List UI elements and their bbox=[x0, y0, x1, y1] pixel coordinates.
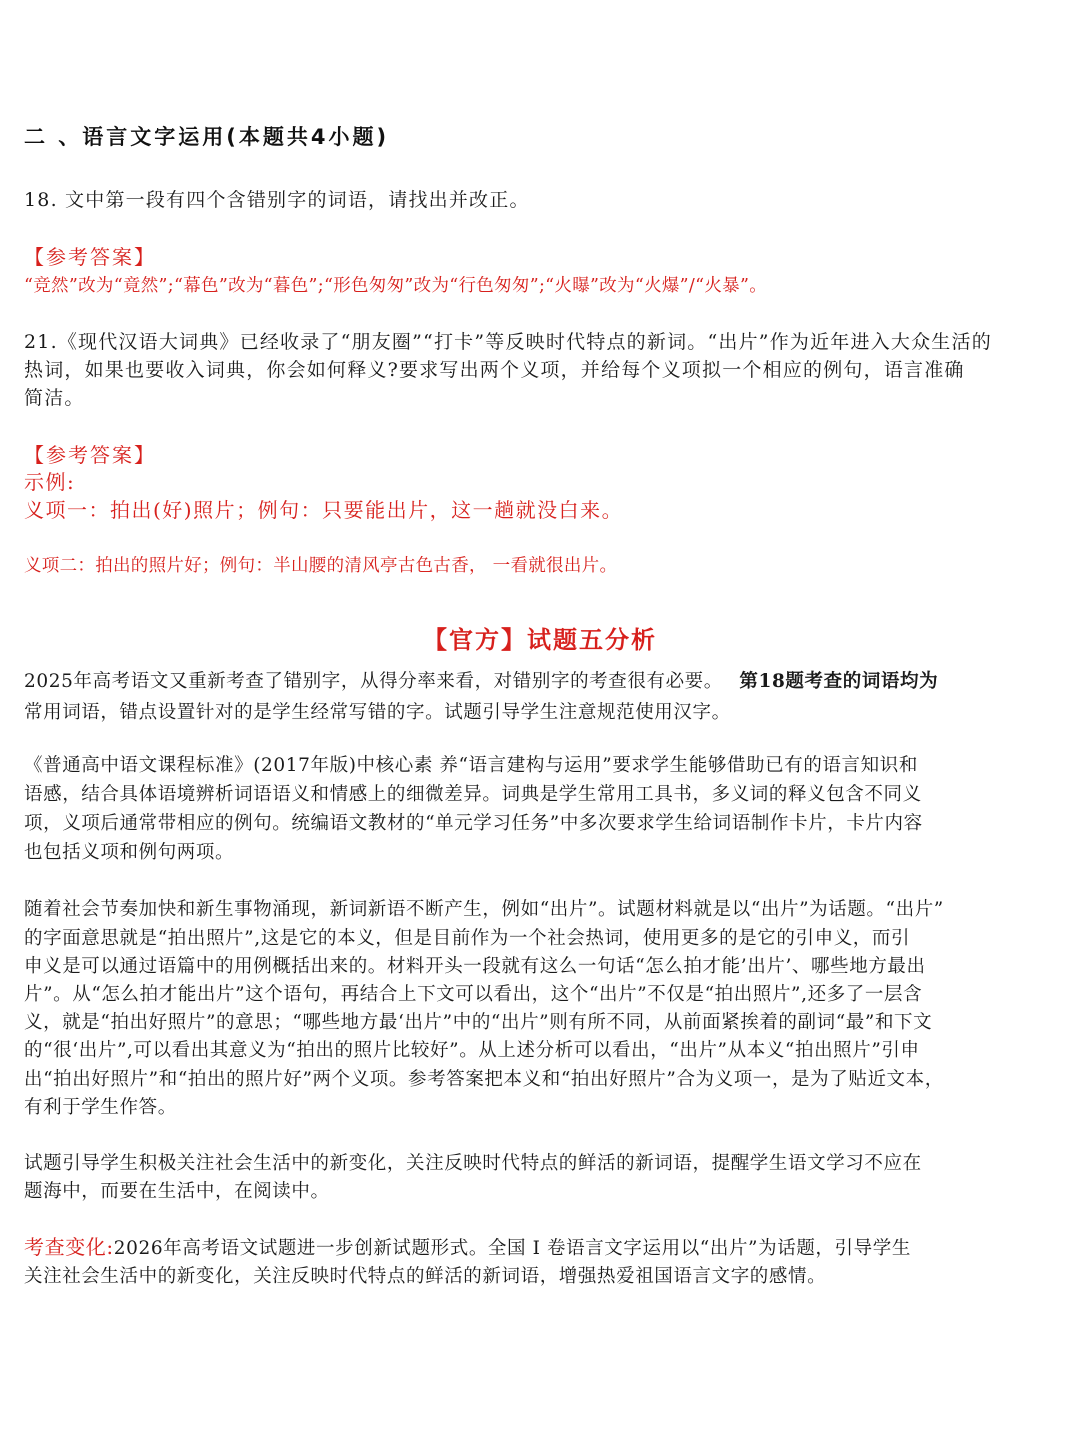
paragraph-line: 《普通高中语文课程标准》(2017年版)中核心素 养“语言建构与运用”要求学生能够借助已有的语言知识和 bbox=[24, 755, 918, 776]
paragraph-line: 关注社会生活中的新变化，关注反映时代特点的鲜活的新词语，增强热爱祖国语言文字的感情。 bbox=[24, 1266, 827, 1287]
paragraph-line: 片”。从“怎么拍才能出片”这个语句，再结合上下文可以看出，这个“出片”不仅是“拍出照片”,还多了一层含 bbox=[24, 984, 923, 1005]
paragraph-line bbox=[24, 667, 938, 693]
answer-heading-18: 【参考答案】 bbox=[24, 245, 156, 269]
answer-heading-21: 【参考答案】 bbox=[24, 443, 156, 467]
analysis-title: 【官方】试题五分析 bbox=[423, 626, 657, 654]
question-21-line: 热词，如果也要收入词典，你会如何释义?要求写出两个义项，并给每个义项拟一个相应的例句，语言准确 bbox=[24, 359, 965, 381]
bold-text: 第18题考查的词语均为 bbox=[739, 671, 939, 692]
paragraph-line: 申义是可以通过语篇中的用例概括出来的。材料开头一段就有这么一句话“怎么拍才能’出片’、哪些地方最出 bbox=[24, 956, 926, 977]
paragraph-line: 出“拍出好照片”和“拍出的照片好”两个义项。参考答案把本义和“拍出好照片”合为义项一，是为了贴近文本， bbox=[24, 1069, 944, 1090]
paragraph-line: 语感，结合具体语境辨析词语语义和情感上的细微差异。词典是学生常用工具书，多义词的释义包含不同义 bbox=[24, 784, 922, 805]
question-21-line: 简洁。 bbox=[24, 387, 85, 409]
answer-18: “竞然”改为“竟然”;“幕色”改为“暮色”;“形色匆匆”改为“行色匆匆”;“火曝”改为“火爆”/“火暴”。 bbox=[24, 276, 768, 296]
question-21-line: 21.《现代汉语大词典》已经收录了“朋友圈”“打卡”等反映时代特点的新词。“出片”作为近年进入大众生活的 bbox=[24, 331, 992, 353]
question-18: 18. 文中第一段有四个含错别字的词语，请找出并改正。 bbox=[24, 189, 530, 211]
paragraph-line: 题海中，而要在生活中，在阅读中。 bbox=[24, 1181, 330, 1202]
paragraph-line: 项，义项后通常带相应的例句。统编语文教材的“单元学习任务”中多次要求学生给词语制作卡片，卡片内容 bbox=[24, 813, 923, 834]
paragraph-line: 常用词语，错点设置针对的是学生经常写错的字。试题引导学生注意规范使用汉字。 bbox=[24, 702, 731, 723]
answer-item-1: 义项一：拍出(好)照片；例句：只要能出片，这一趟就没白来。 bbox=[24, 498, 624, 522]
paragraph-emphasis bbox=[739, 671, 938, 692]
paragraph-line: 也包括义项和例句两项。 bbox=[24, 842, 235, 863]
section-title: 二 、语言文字运用(本题共4小题) bbox=[24, 125, 390, 149]
paragraph-line: 试题引导学生积极关注社会生活中的新变化，关注反映时代特点的鲜活的新词语，提醒学生语文学习不应在 bbox=[24, 1153, 922, 1174]
paragraph-line: 义，就是“拍出好照片”的意思；“哪些地方最‘出片”中的“出片”则有所不同，从前面紧挨着的副词“最”和下文 bbox=[24, 1012, 933, 1033]
paragraph-line bbox=[24, 1231, 911, 1260]
paragraph-text: 2026年高考语文试题进一步创新试题形式。全国 I 卷语言文字运用以“出片”为话题，引导学生 bbox=[113, 1238, 911, 1259]
answer-item-2: 义项二：拍出的照片好；例句：半山腰的清风亭古色古香， 一看就很出片。 bbox=[24, 556, 618, 576]
exam-change-label: 考查变化: bbox=[24, 1235, 114, 1259]
paragraph-line: 的“很‘出片”,可以看出其意义为“拍出的照片比较好”。从上述分析可以看出，“出片”从本义“拍出照片”引申 bbox=[24, 1040, 920, 1061]
example-label: 示例: bbox=[24, 470, 76, 494]
paragraph-line: 的字面意思就是“拍出照片”,这是它的本义，但是目前作为一个社会热词，使用更多的是它的引申义，而引 bbox=[24, 928, 911, 949]
paragraph-line: 随着社会节奏加快和新生事物涌现，新词新语不断产生，例如“出片”。试题材料就是以“出片”为话题。“出片” bbox=[24, 899, 944, 920]
paragraph-line: 有利于学生作答。 bbox=[24, 1097, 177, 1118]
paragraph-text: 2025年高考语文又重新考查了错别字，从得分率来看，对错别字的考查很有必要。 bbox=[24, 671, 723, 692]
